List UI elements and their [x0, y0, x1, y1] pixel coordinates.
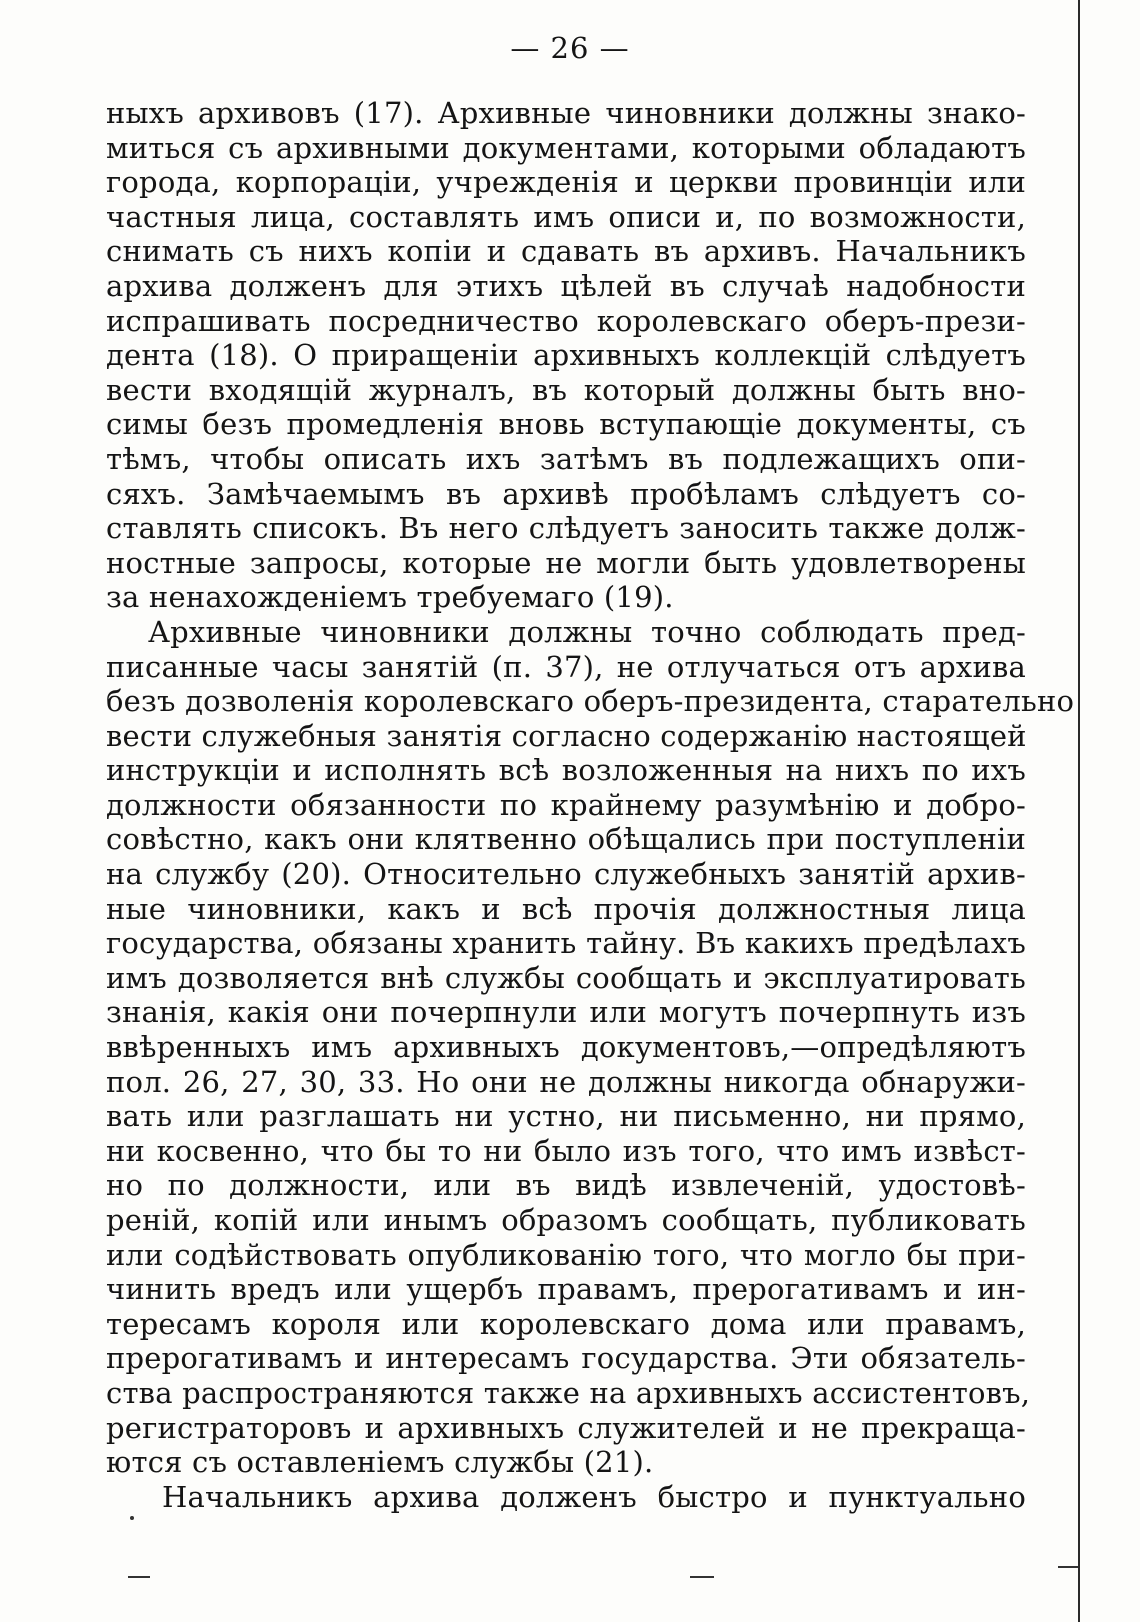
scan-speck — [130, 1516, 134, 1520]
text-line: или содѣйствовать опубликованію того, что могло бы при- — [106, 1237, 1026, 1272]
paragraph-start-line: Архивные чиновники должны точно соблюдать пред- — [148, 614, 1026, 649]
text-line: на службу (20). Относительно служебныхъ занятій архив- — [106, 857, 1026, 892]
scan-mark-middle — [690, 1576, 714, 1578]
text-line: ются съ оставленіемъ службы (21). — [106, 1445, 654, 1480]
text-line: ства распространяются также на архивныхъ ассистентовъ, — [106, 1375, 1031, 1410]
paragraph-start-line: Начальникъ архива долженъ быстро и пунктуально — [162, 1479, 1026, 1514]
text-line: испрашивать посредничество королевскаго оберъ-прези- — [106, 303, 1026, 338]
page-edge-rule — [1078, 0, 1080, 1622]
text-line: инструкціи и исполнять всѣ возложенныя на нихъ по ихъ — [106, 753, 1026, 788]
text-line: ностные запросы, которые не могли быть удовлетворены — [106, 545, 1026, 580]
text-line: симы безъ промедленія вновь вступающіе документы, съ — [106, 407, 1026, 442]
text-line: чинить вредъ или ущербъ правамъ, прерогативамъ и ин- — [106, 1272, 1026, 1307]
text-line: миться съ архивными документами, которыми обладаютъ — [106, 130, 1026, 165]
text-line: ставлять списокъ. Въ него слѣдуетъ заносить также долж- — [106, 511, 1026, 546]
text-line: частныя лица, составлять имъ описи и, по возможности, — [106, 199, 1026, 234]
text-line: снимать съ нихъ копіи и сдавать въ архивъ. Начальникъ — [106, 234, 1026, 269]
text-line: ныхъ архивовъ (17). Архивные чиновники должны знако- — [106, 96, 1026, 130]
text-line: совѣстно, какъ они клятвенно обѣщались при поступленіи — [106, 822, 1026, 857]
text-line: реній, копій или инымъ образомъ сообщать, публиковать — [106, 1203, 1026, 1237]
text-line: регистраторовъ и архивныхъ служителей и не прекраща- — [106, 1410, 1026, 1445]
text-line: прерогативамъ и интересамъ государства. Эти обязатель- — [106, 1341, 1026, 1376]
text-line: города, корпораціи, учрежденія и церкви провинціи или — [106, 165, 1026, 200]
text-line: государства, обязаны хранить тайну. Въ какихъ предѣлахъ — [106, 926, 1026, 961]
text-line: дента (18). О приращеніи архивныхъ коллекцій слѣдуетъ — [106, 338, 1026, 373]
text-line: тересамъ короля или королевскаго дома или правамъ, — [106, 1306, 1026, 1341]
text-line: имъ дозволяется внѣ службы сообщать и эксплуатировать — [106, 960, 1026, 995]
text-line: знанія, какія они почерпнули или могутъ почерпнуть изъ — [106, 995, 1026, 1030]
text-line: вать или разглашать ни устно, ни письменно, ни прямо, — [106, 1099, 1026, 1134]
text-line: за ненахожденіемъ требуемаго (19). — [106, 580, 674, 615]
text-line: писанные часы занятій (п. 37), не отлучаться отъ архива — [106, 649, 1026, 684]
text-line: безъ дозволенія королевскаго оберъ-президента, старательно — [106, 684, 1075, 719]
text-line: ни косвенно, что бы то ни было изъ того, что имъ извѣст- — [106, 1133, 1026, 1168]
text-line: вести входящій журналъ, въ который должны быть вно- — [106, 372, 1026, 407]
scan-mark-left — [128, 1576, 150, 1578]
text-line: пол. 26, 27, 30, 33. Но они не должны никогда обнаружи- — [106, 1064, 1026, 1099]
text-line: вести служебныя занятія согласно содержанію настоящей — [106, 718, 1027, 753]
body-text — [106, 96, 1075, 1514]
text-line: тѣмъ, чтобы описать ихъ затѣмъ въ подлежащихъ опи- — [106, 441, 1026, 476]
text-line: ввѣренныхъ имъ архивныхъ документовъ,—опредѣляютъ — [106, 1030, 1026, 1065]
text-line: должности обязанности по крайнему разумѣнію и добро- — [106, 787, 1026, 822]
text-line: но по должности, или въ видѣ извлеченій, удостовѣ- — [106, 1168, 1026, 1203]
text-line: ные чиновники, какъ и всѣ прочія должностныя лица — [106, 891, 1026, 926]
scan-mark-right — [1058, 1566, 1078, 1568]
text-line: сяхъ. Замѣчаемымъ въ архивѣ пробѣламъ слѣдуетъ со- — [106, 476, 1026, 511]
text-line: архива долженъ для этихъ цѣлей въ случаѣ надобности — [106, 268, 1026, 303]
page-number: — 26 — — [510, 31, 630, 65]
